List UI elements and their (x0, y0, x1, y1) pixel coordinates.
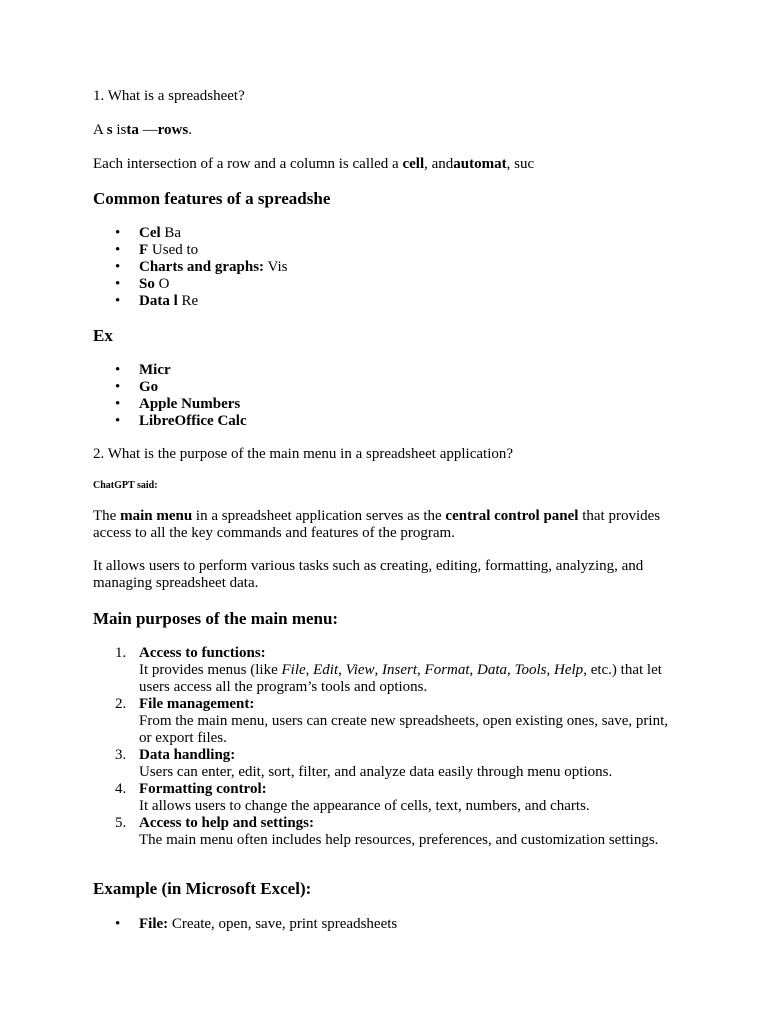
list-item (93, 413, 683, 430)
list-item (93, 396, 683, 413)
tasks-paragraph: It allows users to perform various tasks such as creating, editing, formatting, analyzing, and managing spreadsheet data. (93, 558, 644, 591)
item-description: From the main menu, users can create new spreadsheets, open existing ones, save, print, or export files. (139, 713, 669, 746)
bold-run: Charts and graphs: (139, 259, 265, 275)
features-list (93, 225, 683, 310)
features-heading: Common features of a spreadshe (93, 189, 331, 208)
purposes-list (93, 645, 673, 849)
italic-run: Data (477, 662, 508, 678)
item-description: Users can enter, edit, sort, filter, and analyze data easily through menu options. (139, 764, 613, 780)
list-item (93, 293, 683, 310)
bold-run: central control panel (445, 508, 579, 524)
text-run: The (93, 508, 121, 524)
list-item (93, 259, 683, 276)
italic-run: Insert (382, 662, 418, 678)
bold-run: Micr (139, 362, 171, 378)
text-run: is (112, 122, 127, 138)
text-run: — (138, 122, 158, 138)
bullet-marker: • (115, 293, 121, 309)
item-description: The main menu often includes help resources, preferences, and customization settings. (139, 832, 659, 848)
text-run: It provides menus (like (139, 662, 282, 678)
speaker-label: ChatGPT said: (93, 480, 158, 491)
bullet-marker: • (115, 242, 121, 258)
item-title: File management: (139, 696, 255, 712)
list-item (93, 781, 673, 815)
text-run: in a spreadsheet application serves as the (192, 508, 446, 524)
text-run: , (469, 662, 478, 678)
list-item (93, 916, 683, 933)
question-1-heading: 1. What is a spreadsheet? (93, 88, 245, 104)
text-run: , (507, 662, 515, 678)
list-number: 4. (115, 781, 127, 797)
bullet-marker: • (115, 413, 121, 429)
question-2-heading: 2. What is the purpose of the main menu in a spreadsheet application? (93, 446, 514, 462)
text-run: Vis (264, 259, 288, 275)
examples-heading: Ex (93, 326, 113, 345)
italic-run: Help (554, 662, 584, 678)
item-title: Formatting control: (139, 781, 267, 797)
bold-run: s (106, 122, 113, 138)
purposes-heading: Main purposes of the main menu: (93, 609, 339, 628)
text-run: Create, open, save, print spreadsheets (168, 916, 398, 932)
bullet-marker: • (115, 396, 121, 412)
text-run: , (546, 662, 555, 678)
example-list (93, 916, 683, 933)
bold-run: rows (157, 122, 189, 138)
bold-run: LibreOffice Calc (139, 413, 247, 429)
bold-run: automat (453, 156, 507, 172)
list-number: 1. (115, 645, 127, 661)
bold-run: ta (126, 122, 139, 138)
italic-run: View (345, 662, 375, 678)
list-item (93, 362, 683, 379)
text-run: Each intersection of a row and a column is called a (93, 156, 403, 172)
text-run: that provides access to all the key commands and features of the program. (93, 508, 661, 541)
bullet-marker: • (115, 276, 121, 292)
example-heading: Example (in Microsoft Excel): (93, 879, 312, 898)
list-item (93, 242, 683, 259)
item-title: Data handling: (139, 747, 236, 763)
text-run: Ba (160, 225, 182, 241)
bullet-marker: • (115, 362, 121, 378)
list-number: 2. (115, 696, 127, 712)
list-number: 5. (115, 815, 127, 831)
bold-run: F (139, 242, 149, 258)
list-item (93, 696, 673, 747)
text-run: , (338, 662, 346, 678)
list-number: 3. (115, 747, 127, 763)
bold-run: Data l (139, 293, 178, 309)
item-description: It allows users to change the appearance of cells, text, numbers, and charts. (139, 798, 590, 814)
cell-definition (93, 156, 683, 173)
item-title: Access to help and settings: (139, 815, 314, 831)
list-item (93, 747, 673, 781)
list-item (93, 815, 673, 849)
bold-run: cell (402, 156, 425, 172)
list-item (93, 645, 673, 696)
main-menu-paragraph (93, 508, 668, 542)
list-item (93, 225, 683, 242)
bold-run: Go (139, 379, 159, 395)
list-item (93, 276, 683, 293)
text-run: Used to (148, 242, 199, 258)
text-run: . (188, 122, 192, 138)
bullet-marker: • (115, 225, 121, 241)
bold-run: Cel (139, 225, 161, 241)
text-run: , (374, 662, 383, 678)
bold-run: main menu (120, 508, 193, 524)
italic-run: File (281, 662, 306, 678)
bold-run: So (139, 276, 155, 292)
bold-run: File: (139, 916, 169, 932)
text-run: , etc.) that let users access all the program’s tools and options. (139, 662, 662, 695)
bullet-marker: • (115, 379, 121, 395)
item-title: Access to functions: (139, 645, 266, 661)
spreadsheet-definition (93, 122, 683, 139)
list-item (93, 379, 683, 396)
text-run: , suc (506, 156, 535, 172)
text-run: , (417, 662, 425, 678)
italic-run: Tools (514, 662, 547, 678)
item-description (139, 662, 662, 695)
italic-run: Format (424, 662, 470, 678)
bullet-marker: • (115, 259, 121, 275)
examples-list (93, 362, 683, 430)
text-run: O (154, 276, 170, 292)
bullet-marker: • (115, 916, 121, 932)
italic-run: Edit (313, 662, 339, 678)
text-run: , (305, 662, 314, 678)
text-run: , and (424, 156, 454, 172)
text-run: Re (177, 293, 199, 309)
text-run: A (93, 122, 107, 138)
bold-run: Apple Numbers (139, 396, 241, 412)
